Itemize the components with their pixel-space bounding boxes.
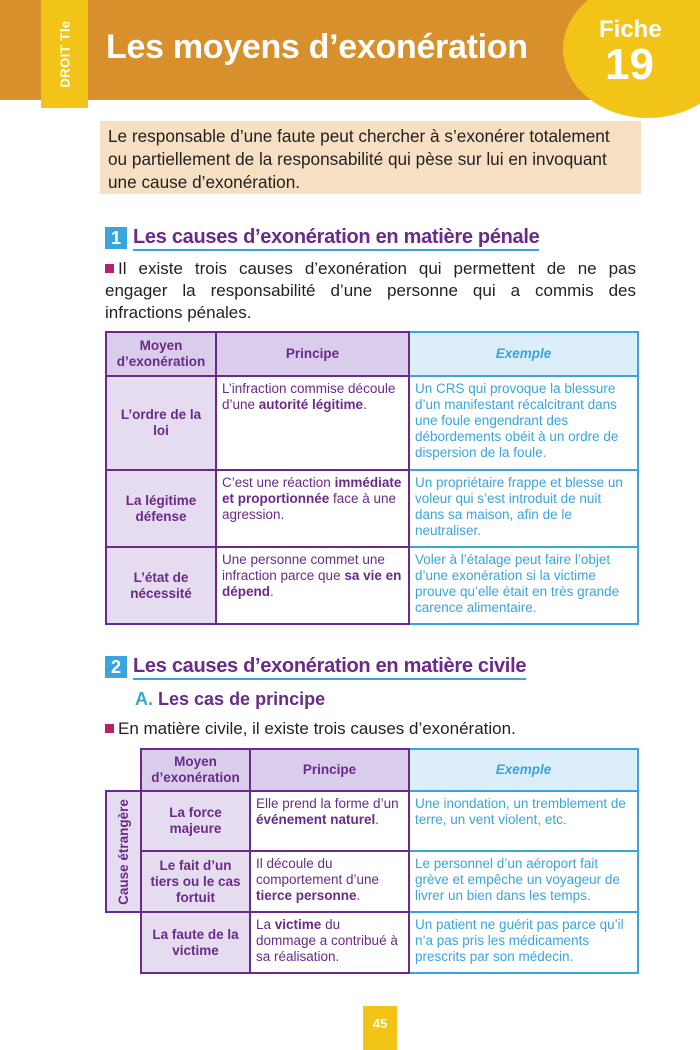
section-2-text: En matière civile, il existe trois causes d’exonération. [118,719,516,738]
principe-cell: Elle prend la forme d’un événement naturel. [250,791,409,851]
principe-cell: Il découle du comportement d’une tierce personne. [250,851,409,912]
table-row [106,376,638,470]
moyen-cell: La légitime défense [106,470,216,547]
page-title: Les moyens d’exonération [106,28,528,66]
header-moyen: Moyen d’exonération [106,332,216,376]
principe-cell: L’infraction commise découle d’une autorité légitime. [216,376,409,470]
moyen-cell: L’état de nécessité [106,547,216,624]
table-row [106,470,638,547]
principe-cell: C’est une réaction immédiate et proportionnée face à une agression. [216,470,409,547]
subject-label: DROIT Tle [57,20,72,88]
bullet-icon [105,724,114,733]
exemple-cell: Une inondation, un tremblement de terre, un vent violent, etc. [409,791,638,851]
section-1-text: Il existe trois causes d’exonération qui permettent de ne pas engager la responsabilité d’une personne qui a commis des infractions pénales. [105,259,636,322]
section-1-number: 1 [105,227,127,249]
moyen-cell: L’ordre de la loi [106,376,216,470]
moyen-cell: Le fait d’un tiers ou le cas fortuit [141,851,250,912]
fiche-label: Fiche [599,16,662,43]
civil-table [105,748,639,974]
exemple-cell: Le personnel d’un aéroport fait grève et empêche un voyageur de livrer un bien dans les temps. [409,851,638,912]
table-row [106,791,638,851]
header-principe: Principe [250,749,409,791]
section-1-title: Les causes d’exonération en matière pénale [133,226,539,251]
fiche-number: 19 [605,40,654,89]
exemple-cell: Un patient ne guérit pas parce qu’il n’a pas pris les médicaments prescrits par son médecin. [409,912,638,973]
header-principe: Principe [216,332,409,376]
intro-box: Le responsable d’une faute peut chercher à s’exonérer totalement ou partiellement de la responsabilité qui pèse sur lui en invoquant une cause d’exonération. [100,121,641,194]
principe-cell: Une personne commet une infraction parce que sa vie en dépend. [216,547,409,624]
exemple-cell: Un CRS qui provoque la blessure d’un manifestant récalcitrant dans une foule engendrant des débordements obéit à un ordre de dispersion de la foule. [409,376,638,470]
subsection-letter: A. [135,689,153,709]
table-row [106,547,638,624]
section-2-title: Les causes d’exonération en matière civile [133,655,526,680]
table-row [106,851,638,912]
moyen-cell: La faute de la victime [141,912,250,973]
header-moyen: Moyen d’exonération [141,749,250,791]
exemple-cell: Un propriétaire frappe et blesse un voleur qui s’est introduit de nuit dans sa maison, afin de le neutraliser. [409,470,638,547]
header-exemple: Exemple [409,332,638,376]
table-header-row [106,332,638,376]
table-row [106,912,638,973]
group-label: Cause étrangère [115,798,131,905]
header-exemple: Exemple [409,749,638,791]
table-header-row [106,749,638,791]
subsection-title: Les cas de principe [158,689,326,709]
exemple-cell: Voler à l’étalage peut faire l’objet d’une exonération si la victime prouve qu’elle était en très grande carence alimentaire. [409,547,638,624]
bullet-icon [105,264,114,273]
section-2-paragraph [105,718,645,740]
subject-tab [41,0,88,108]
penal-table [105,331,639,625]
section-1-heading [105,225,539,251]
principe-cell: La victime du dommage a contribué à sa réalisation. [250,912,409,973]
moyen-cell: La force majeure [141,791,250,851]
section-2-number: 2 [105,656,127,678]
section-1-paragraph [105,258,636,324]
page-number: 45 [363,1006,397,1050]
section-2-heading [105,654,526,680]
cause-etrangere-group [106,791,141,912]
fiche-badge [563,0,700,118]
subsection-a-heading [135,689,325,710]
